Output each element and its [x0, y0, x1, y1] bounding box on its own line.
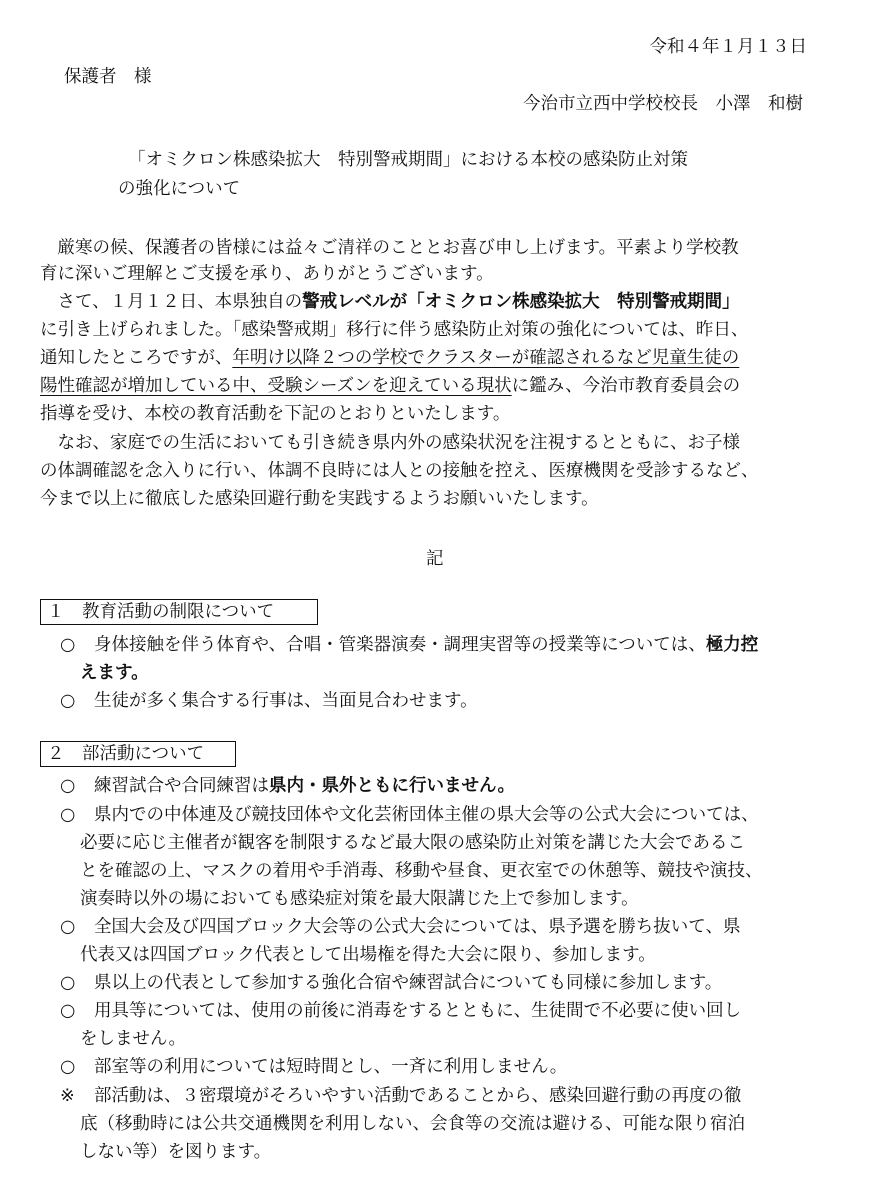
body-p2-line-1 [40, 288, 740, 313]
section-2-note-line-2: 底（移動時には公共交通機関を利用しない、会食等の交流は避ける、可能な限り宿泊 [80, 1114, 745, 1134]
section-2-note-line-3: しない等）を図ります。 [80, 1142, 272, 1162]
body-p2-line-5: 指導を受け、本校の教育活動を下記のとおりといたします。 [40, 404, 511, 424]
section-2-note-text-1: 部活動は、３密環境がそろいやすい活動であることから、感染回避行動の再度の徹 [94, 1086, 742, 1106]
section-1-item-1-emphasis: 極力控 [705, 635, 759, 655]
alert-level-emphasis: 警戒レベルが「オミクロン株感染拡大 特別警戒期間」 [302, 292, 740, 312]
section-2-item-4-text: 県以上の代表として参加する強化合宿や練習試合についても同様に参加します。 [94, 973, 723, 993]
sender: 今治市立西中学校校長 小澤 和樹 [523, 94, 803, 114]
document-date: 令和４年１月１３日 [649, 37, 807, 57]
section-2-item-6-text: 部室等の利用については短時間とし、一斉に利用しません。 [94, 1057, 568, 1077]
section-2-item-1 [60, 772, 515, 797]
body-p2-line-4-text: に鑑み、今治市教育委員会の [511, 376, 741, 396]
circle-bullet: ○ [60, 973, 76, 993]
recipient: 保護者 様 [64, 67, 152, 87]
section-2-item-2-line-3: とを確認の上、マスクの着用や手消毒、移動や昼食、更衣室での休憩等、競技や演技、 [80, 861, 763, 881]
section-2-note-line-1 [60, 1082, 742, 1107]
section-1-item-2 [60, 687, 478, 712]
title-line-1: 「オミクロン株感染拡大 特別警戒期間」における本校の感染防止対策 [128, 150, 688, 170]
section-1-item-2-text: 生徒が多く集合する行事は、当面見合わせます。 [94, 691, 478, 711]
circle-bullet: ○ [60, 805, 76, 825]
body-p1-line-1: 厳寒の候、保護者の皆様には益々ご清祥のこととお喜び申し上げます。平素より学校教 [40, 238, 739, 258]
section-2-item-2-line-2: 必要に応じ主催者が観客を制限するなど最大限の感染防止対策を講じた大会であるこ [80, 833, 745, 853]
section-1-heading: １ 教育活動の制限について [40, 599, 318, 625]
body-p2-line-3-text: 通知したところですが、 [40, 348, 233, 368]
section-2-item-5-text-1: 用具等については、使用の前後に消毒をするとともに、生徒間で不必要に使い回し [94, 1001, 742, 1021]
body-p3-line-1: なお、家庭での生活においても引き続き県内外の感染状況を注視するとともに、お子様 [40, 433, 740, 453]
section-1-item-1-text: 身体接触を伴う体育や、合唱・管楽器演奏・調理実習等の授業等については、 [94, 635, 706, 655]
circle-bullet: ○ [60, 635, 76, 655]
section-1-item-1-line-1 [60, 631, 758, 656]
circle-bullet: ○ [60, 917, 76, 937]
section-2-item-3-text-1: 全国大会及び四国ブロック大会等の公式大会については、県予選を勝ち抜いて、県 [94, 917, 741, 937]
body-p3-line-2: の体調確認を念入りに行い、体調不良時には人との接触を控え、医療機関を受診するなど、 [40, 461, 759, 481]
underlined-cluster-text: 年明け以降２つの学校でクラスターが確認されるなど児童生徒の [232, 348, 740, 368]
section-2-item-3-line-1 [60, 913, 740, 938]
body-p2-line-4 [40, 372, 740, 397]
body-p2-line-2: に引き上げられました。「感染警戒期」移行に伴う感染防止対策の強化については、昨日、 [40, 320, 749, 340]
note-mark: ※ [60, 1086, 75, 1106]
circle-bullet: ○ [60, 1001, 76, 1021]
circle-bullet: ○ [60, 1057, 76, 1077]
body-p2-line-3 [40, 344, 739, 369]
section-2-item-4 [60, 969, 722, 994]
body-p2-line-1-text: さて、１月１２日、本県独自の [40, 292, 303, 312]
body-p1-line-2: 育に深いご理解とご支援を承り、ありがとうございます。 [40, 264, 494, 284]
circle-bullet: ○ [60, 691, 76, 711]
section-2-item-2-line-1 [60, 801, 759, 826]
circle-bullet: ○ [60, 776, 76, 796]
underlined-exam-season-text: 陽性確認が増加している中、受験シーズンを迎えている現状 [40, 376, 512, 396]
section-2-item-1-emphasis: 県内・県外ともに行いません。 [269, 776, 516, 796]
section-2-item-5-line-1 [60, 997, 741, 1022]
section-2-item-5-line-2: をしません。 [80, 1029, 187, 1049]
section-2-item-2-line-4: 演奏時以外の場においても感染症対策を最大限講じた上で参加します。 [80, 889, 639, 909]
section-2-item-2-text-1: 県内での中体連及び競技団体や文化芸術団体主催の県大会等の公式大会については、 [94, 805, 759, 825]
ki-heading: 記 [426, 549, 444, 569]
section-2-heading: ２ 部活動について [40, 741, 236, 767]
section-2-item-3-line-2: 代表又は四国ブロック代表として出場権を得た大会に限り、参加します。 [80, 945, 656, 965]
section-2-item-6 [60, 1053, 567, 1078]
section-2-item-1-text: 練習試合や合同練習は [94, 776, 269, 796]
body-p3-line-3: 今まで以上に徹底した感染回避行動を実践するようお願いいたします。 [40, 489, 599, 509]
section-1-item-1-line-2: えます。 [80, 663, 149, 683]
title-line-2: の強化について [118, 179, 241, 199]
